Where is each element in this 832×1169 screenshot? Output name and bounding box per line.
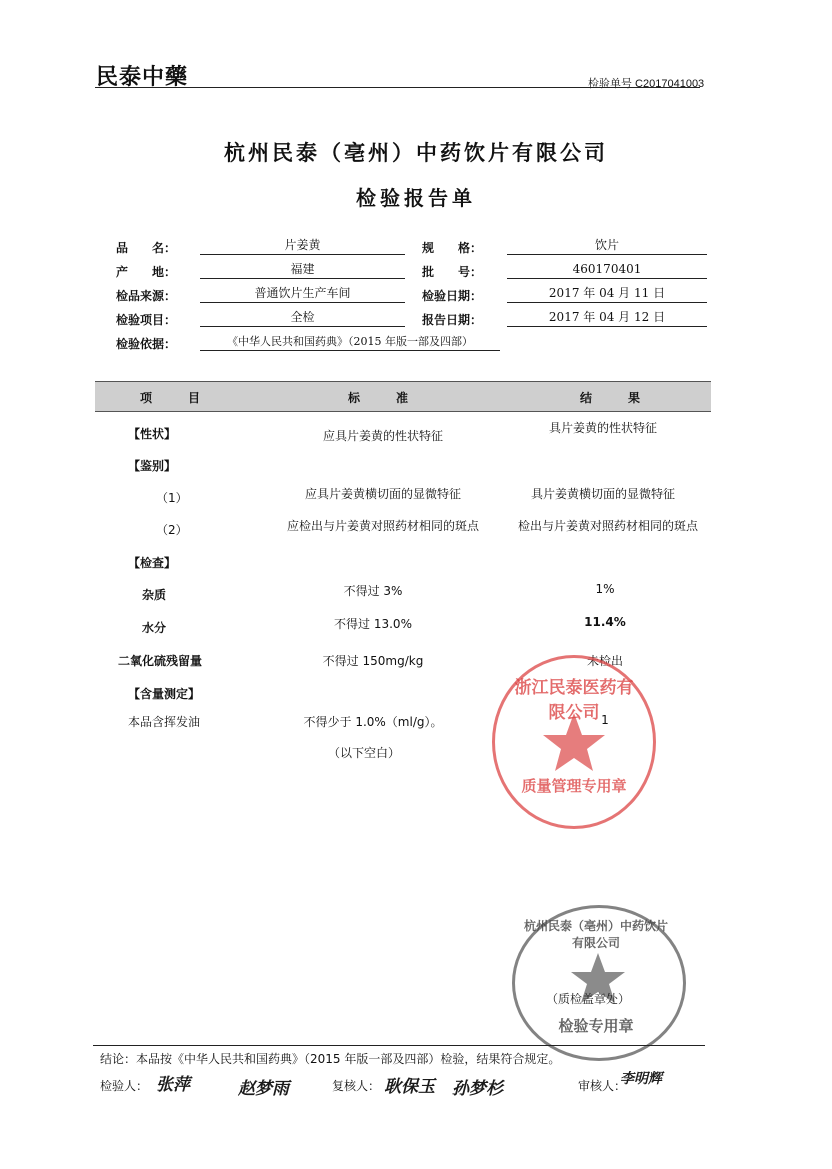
header-divider	[95, 87, 700, 88]
table-row-result: 1	[601, 713, 609, 727]
inspector-label: 检验人：	[100, 1079, 149, 1093]
product-value: 片姜黄	[200, 237, 405, 255]
reviewer-signature-2: 孙梦杉	[452, 1079, 503, 1099]
table-row-result: 11.4%	[584, 615, 626, 629]
test-date-label: 检验日期：	[422, 289, 483, 303]
table-row-standard: 不得少于 1.0%（ml/g）。	[303, 715, 443, 729]
table-row-item: 本品含挥发油	[128, 715, 201, 729]
table-row-standard: 不得过 3%	[343, 584, 403, 598]
test-date-value: 2017 年 04 月 11 日	[507, 285, 707, 303]
header-standard: 标 准	[348, 391, 421, 405]
table-row-result: 未检出	[586, 654, 623, 668]
table-row-item: （1）	[156, 491, 188, 505]
stamp-note: （质检盖章处）	[546, 992, 631, 1006]
origin-value: 福建	[200, 261, 405, 279]
table-row-item: 【含量测定】	[128, 687, 201, 701]
table-row-standard: 应具片姜黄横切面的显微特征	[304, 487, 461, 501]
items-value: 全检	[200, 309, 405, 327]
approver-label: 审核人：	[578, 1079, 627, 1093]
source-label: 检品来源：	[116, 289, 177, 303]
batch-value: 460170401	[507, 261, 707, 279]
company-name: 杭州民泰（亳州）中药饮片有限公司	[224, 140, 608, 165]
table-row-standard: 应具片姜黄的性状特征	[322, 429, 443, 443]
page-title: 检验报告单	[356, 186, 476, 210]
table-row-item: 二氧化硫残留量	[118, 654, 203, 668]
spec-value: 饮片	[507, 237, 707, 255]
batch-label: 批 号：	[422, 265, 483, 279]
gray-stamp-top-text: 杭州民泰（亳州）中药饮片有限公司	[523, 919, 668, 950]
table-row-item: 【性状】	[128, 427, 177, 441]
table-row-result: 检出与片姜黄对照药材相同的斑点	[517, 519, 698, 533]
table-row-item: 水分	[142, 621, 167, 635]
basis-label: 检验依据：	[116, 337, 177, 351]
header-result: 结 果	[580, 391, 653, 405]
red-stamp-top-text: 浙江民泰医药有限公司	[514, 678, 634, 723]
conclusion-divider	[93, 1045, 705, 1046]
header-item: 项 目	[140, 391, 213, 405]
table-row-standard: 不得过 150mg/kg	[322, 654, 424, 668]
table-row-item: 【鉴别】	[128, 459, 177, 473]
table-row-result: 具片姜黄横切面的显微特征	[530, 487, 675, 501]
spec-label: 规 格：	[422, 241, 483, 255]
red-stamp-bottom-text: 质量管理专用章	[521, 777, 627, 795]
table-row-result: 1%	[595, 582, 615, 596]
table-row-item: 【检查】	[128, 556, 177, 570]
table-row-result: 具片姜黄的性状特征	[548, 421, 657, 435]
inspector-signature-2: 赵梦雨	[238, 1079, 289, 1099]
report-date-value: 2017 年 04 月 12 日	[507, 309, 707, 327]
origin-label: 产 地：	[116, 265, 177, 279]
reviewer-label: 复核人：	[332, 1079, 381, 1093]
inspector-signature-1: 张萍	[156, 1075, 190, 1095]
table-row-standard: 应检出与片姜黄对照药材相同的斑点	[286, 519, 479, 533]
conclusion: 结论：本品按《中华人民共和国药典》（2015 年版一部及四部）检验，结果符合规定。	[100, 1052, 561, 1066]
source-value: 普通饮片生产车间	[200, 285, 405, 303]
report-date-label: 报告日期：	[422, 313, 483, 327]
gray-stamp-bottom-text: 检验专用章	[558, 1017, 634, 1035]
basis-value: 《中华人民共和国药典》（2015 年版一部及四部）	[200, 333, 500, 351]
company-logo: 民泰中藥	[96, 64, 189, 90]
product-label: 品 名：	[116, 241, 177, 255]
table-row-standard: 不得过 13.0%	[334, 617, 412, 631]
items-label: 检验项目：	[116, 313, 177, 327]
reviewer-signature-1: 耿保玉	[384, 1077, 435, 1097]
table-row-item: 杂质	[142, 588, 167, 602]
approver-signature: 李明辉	[620, 1071, 662, 1087]
table-row-item: （2）	[156, 523, 188, 537]
blank-note: （以下空白）	[328, 746, 401, 760]
report-number: 检验单号 C2017041003	[588, 78, 705, 90]
